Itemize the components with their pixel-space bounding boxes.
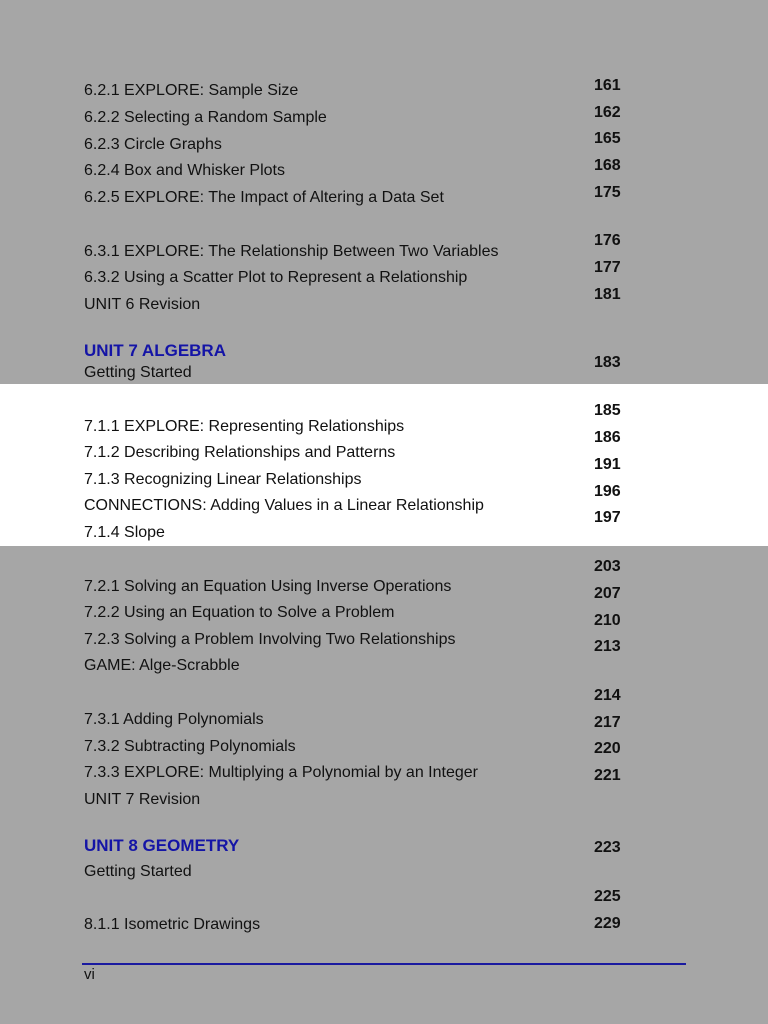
page-number: 181 (594, 286, 621, 303)
unit-heading-geometry[interactable]: UNIT 8 GEOMETRY (84, 836, 240, 855)
page-number: 220 (594, 740, 621, 757)
page-number: 165 (594, 130, 621, 147)
page-number: 196 (594, 483, 621, 500)
toc-entry[interactable]: CONNECTIONS: Adding Values in a Linear Relationship (84, 497, 484, 514)
toc-entry[interactable]: 7.2.1 Solving an Equation Using Inverse Operations (84, 578, 452, 595)
toc-entry[interactable]: 7.2.3 Solving a Problem Involving Two Relationships (84, 631, 456, 648)
unit-heading-algebra[interactable]: UNIT 7 ALGEBRA (84, 341, 226, 360)
toc-entry[interactable]: 8.1.1 Isometric Drawings (84, 916, 261, 933)
page-number: 177 (594, 259, 621, 276)
toc-entry[interactable]: 7.3.1 Adding Polynomials (84, 711, 264, 728)
page-footer-number: vi (84, 966, 95, 983)
toc-entry[interactable]: 7.2.2 Using an Equation to Solve a Problem (84, 604, 395, 621)
page-number: 210 (594, 612, 621, 629)
page-number: 217 (594, 714, 621, 731)
toc-entry[interactable]: 7.1.4 Slope (84, 524, 165, 541)
page-number: 225 (594, 888, 621, 905)
page-number: 214 (594, 687, 621, 704)
page-number: 162 (594, 104, 621, 121)
toc-entry[interactable]: UNIT 7 Revision (84, 791, 201, 808)
highlight-band (0, 384, 768, 546)
footer-rule (82, 963, 686, 965)
toc-entry[interactable]: 7.1.3 Recognizing Linear Relationships (84, 471, 362, 488)
toc-entry[interactable]: 7.3.2 Subtracting Polynomials (84, 738, 296, 755)
toc-entry[interactable]: 7.3.3 EXPLORE: Multiplying a Polynomial by an Integer (84, 764, 478, 781)
page-number: 175 (594, 184, 621, 201)
page-number: 161 (594, 77, 621, 94)
page-number: 186 (594, 429, 621, 446)
toc-entry[interactable]: 6.3.1 EXPLORE: The Relationship Between Two Variables (84, 243, 499, 260)
toc-entry[interactable]: 7.1.1 EXPLORE: Representing Relationships (84, 418, 405, 435)
toc-entry[interactable]: 7.1.2 Describing Relationships and Patterns (84, 444, 396, 461)
page-number: 183 (594, 354, 621, 371)
page-number: 229 (594, 915, 621, 932)
page-number: 191 (594, 456, 621, 473)
page-number: 197 (594, 509, 621, 526)
toc-entry[interactable]: GAME: Alge-Scrabble (84, 657, 240, 674)
page-number: 207 (594, 585, 621, 602)
toc-entry[interactable]: 6.2.2 Selecting a Random Sample (84, 109, 327, 126)
toc-entry[interactable]: 6.3.2 Using a Scatter Plot to Represent a Relationship (84, 269, 468, 286)
toc-entry[interactable]: UNIT 6 Revision (84, 296, 201, 313)
toc-entry[interactable]: Getting Started (84, 364, 192, 381)
page-number: 213 (594, 638, 621, 655)
toc-entry[interactable]: 6.2.1 EXPLORE: Sample Size (84, 82, 299, 99)
page-number: 176 (594, 232, 621, 249)
page-number: 168 (594, 157, 621, 174)
toc-entry[interactable]: Getting Started (84, 863, 192, 880)
page-number: 221 (594, 767, 621, 784)
page-number: 223 (594, 839, 621, 856)
toc-entry[interactable]: 6.2.4 Box and Whisker Plots (84, 162, 285, 179)
toc-entry[interactable]: 6.2.5 EXPLORE: The Impact of Altering a Data Set (84, 189, 444, 206)
page-number: 203 (594, 558, 621, 575)
toc-entry[interactable]: 6.2.3 Circle Graphs (84, 136, 222, 153)
page-number: 185 (594, 402, 621, 419)
